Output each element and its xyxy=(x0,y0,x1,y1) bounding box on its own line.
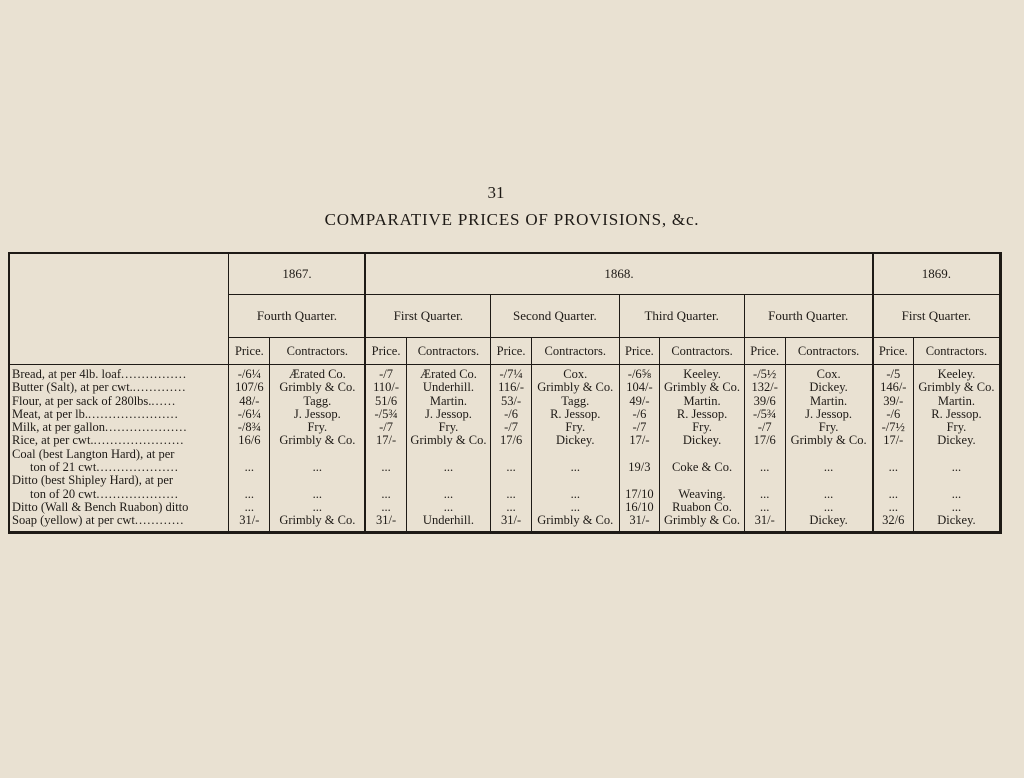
price-cell: ... xyxy=(888,460,898,475)
price-cell xyxy=(745,448,785,461)
items-column xyxy=(10,365,229,531)
contractor-cell: Fry. xyxy=(438,420,459,435)
price-cell: -/7½ xyxy=(881,420,905,435)
quarter-header: First Quarter. xyxy=(873,295,999,338)
price-cell: 19/3 xyxy=(628,460,651,475)
contractor-cell: ... xyxy=(443,486,454,501)
contractor-cell: Tagg. xyxy=(561,393,590,408)
quarter-header: First Quarter. xyxy=(365,295,490,338)
contractor-cell: Coke & Co. xyxy=(672,460,733,475)
quarter-header: Fourth Quarter. xyxy=(229,295,365,338)
price-cell: ... xyxy=(381,460,391,475)
contractor-cell xyxy=(660,474,744,487)
contractor-cell: Grimbly & Co. xyxy=(918,380,995,395)
price-cell: -/5¾ xyxy=(374,406,398,421)
price-cell: 17/- xyxy=(629,433,650,448)
price-cell: 17/6 xyxy=(499,433,523,448)
contractor-cell: ... xyxy=(443,499,454,514)
quarter-header: Second Quarter. xyxy=(491,295,619,338)
price-cell: -/7¼ xyxy=(499,367,523,381)
price-cell: -/6 xyxy=(886,406,901,421)
contractor-cell: Dickey. xyxy=(809,380,848,395)
contractor-cell: Fry. xyxy=(307,420,328,435)
price-cell: ... xyxy=(506,486,516,501)
contractor-cell: Ruabon Co. xyxy=(672,499,732,514)
price-column-header: Price. xyxy=(619,338,660,365)
price-cell: 53/- xyxy=(501,393,522,408)
contractor-cell: ... xyxy=(823,460,834,475)
price-cell: ... xyxy=(381,486,391,501)
item-label xyxy=(10,381,228,394)
table-row xyxy=(10,365,999,531)
price-cell: -/5½ xyxy=(753,367,777,381)
item-label xyxy=(10,474,228,487)
contractors-column-header: Contractors. xyxy=(785,338,873,365)
price-cell: 16/10 xyxy=(625,499,654,514)
contractor-cell: Grimbly & Co. xyxy=(537,380,614,395)
price-cell xyxy=(366,474,405,487)
contractor-cell: Dickey. xyxy=(937,513,976,528)
contractor-cell: Grimbly & Co. xyxy=(279,513,356,528)
item-text: Soap (yellow) at per cwt xyxy=(12,513,135,528)
price-cell xyxy=(874,474,913,487)
price-column xyxy=(365,365,406,531)
contractors-column-header: Contractors. xyxy=(913,338,999,365)
contractor-cell: R. Jessop. xyxy=(676,406,728,421)
price-cell: 51/6 xyxy=(374,393,398,408)
price-cell: 49/- xyxy=(629,393,650,408)
provisions-table-frame xyxy=(8,252,1002,534)
price-cell: 31/- xyxy=(754,513,775,528)
contractor-cell: Ærated Co. xyxy=(288,367,346,381)
contractor-cell: R. Jessop. xyxy=(550,406,601,421)
contractor-cell: J. Jessop. xyxy=(425,406,472,421)
contractor-cell: R. Jessop. xyxy=(931,406,982,421)
price-cell: 17/6 xyxy=(753,433,776,448)
dot-leader: ...... xyxy=(151,393,177,408)
item-label xyxy=(10,368,228,381)
item-text: Butter (Salt), at per cwt. xyxy=(12,380,133,395)
price-cell: 16/6 xyxy=(238,433,261,448)
contractor-cell xyxy=(407,474,491,487)
contractor-cell: ... xyxy=(823,499,834,514)
price-cell: 31/- xyxy=(239,513,260,528)
item-label xyxy=(10,421,228,434)
price-cell: 17/- xyxy=(376,433,397,448)
year-1868: 1868. xyxy=(365,254,872,295)
contractor-cell xyxy=(914,448,999,461)
page-title: COMPARATIVE PRICES OF PROVISIONS, &c. xyxy=(324,210,700,229)
dot-leader: ............ xyxy=(134,513,185,528)
price-cell: ... xyxy=(381,499,391,514)
contractor-cell: Ærated Co. xyxy=(419,367,477,381)
contractors-column xyxy=(270,365,366,531)
contractor-cell: Underhill. xyxy=(422,513,474,528)
price-cell: -/6¼ xyxy=(237,367,261,381)
contractors-column-header: Contractors. xyxy=(660,338,745,365)
price-cell: ... xyxy=(244,460,255,475)
item-text: ton of 20 cwt xyxy=(30,486,97,501)
price-cell: 31/- xyxy=(629,513,650,528)
contractor-cell: J. Jessop. xyxy=(805,406,853,421)
price-cell: 116/- xyxy=(498,380,525,395)
contractor-cell: Grimbly & Co. xyxy=(279,380,356,395)
contractor-cell: ... xyxy=(570,499,580,514)
contractor-cell: Cox. xyxy=(563,367,588,381)
item-label xyxy=(10,395,228,408)
price-cell: -/7 xyxy=(379,420,394,435)
item-label xyxy=(10,461,228,474)
price-cell: 31/- xyxy=(376,513,397,528)
price-cell: 31/- xyxy=(501,513,522,528)
contractor-cell: Martin. xyxy=(810,393,848,408)
item-label xyxy=(10,434,228,447)
year-1867: 1867. xyxy=(229,254,365,295)
quarter-header: Third Quarter. xyxy=(619,295,744,338)
contractor-cell: Grimbly & Co. xyxy=(664,380,741,395)
dot-leader: ............. xyxy=(132,380,187,395)
contractor-cell: ... xyxy=(951,460,962,475)
price-cell: ... xyxy=(506,499,516,514)
price-cell: -/5 xyxy=(886,367,901,381)
price-cell: 17/- xyxy=(883,433,904,448)
contractor-cell: ... xyxy=(312,460,323,475)
price-cell xyxy=(491,448,531,461)
price-cell: -/7 xyxy=(757,420,772,435)
item-text: ton of 21 cwt xyxy=(30,460,97,475)
price-cell: ... xyxy=(506,460,516,475)
table-header xyxy=(10,254,999,365)
contractors-column-header: Contractors. xyxy=(270,338,366,365)
contractors-column xyxy=(785,365,873,531)
contractor-cell: Grimbly & Co. xyxy=(537,513,614,528)
item-label xyxy=(10,448,228,461)
price-column xyxy=(491,365,532,531)
item-label xyxy=(10,488,228,501)
contractor-cell: Grimbly & Co. xyxy=(279,433,356,448)
price-cell: -/7 xyxy=(379,367,394,381)
price-cell xyxy=(229,448,269,461)
dot-leader: .................... xyxy=(96,460,179,475)
item-label xyxy=(10,408,228,421)
item-text: Rice, at per cwt. xyxy=(12,433,94,448)
price-cell: ... xyxy=(759,460,770,475)
dot-leader: ................ xyxy=(120,367,187,381)
contractor-cell: ... xyxy=(570,486,580,501)
dot-leader: .................... xyxy=(105,420,188,435)
contractor-cell: Tagg. xyxy=(303,393,332,408)
contractors-column-header: Contractors. xyxy=(406,338,491,365)
dot-leader: ...................... xyxy=(93,433,185,448)
contractor-cell: ... xyxy=(570,460,580,475)
price-column xyxy=(744,365,785,531)
contractor-cell xyxy=(270,448,364,461)
item-text: Bread, at per 4lb. loaf xyxy=(12,367,121,381)
contractor-cell: Martin. xyxy=(429,393,468,408)
price-cell: 48/- xyxy=(239,393,260,408)
price-column-header: Price. xyxy=(744,338,785,365)
price-cell: 110/- xyxy=(373,380,400,395)
contractor-cell: Weaving. xyxy=(678,486,726,501)
contractor-cell xyxy=(786,448,872,461)
year-header-row xyxy=(10,254,999,295)
contractor-cell: Dickey. xyxy=(682,433,722,448)
contractor-cell: Keeley. xyxy=(683,367,721,381)
contractor-cell: Martin. xyxy=(683,393,721,408)
price-cell: ... xyxy=(244,499,255,514)
price-cell: 39/- xyxy=(883,393,904,408)
price-cell: ... xyxy=(759,486,770,501)
price-cell: -/6 xyxy=(632,406,647,421)
item-text: Coal (best Langton Hard), at per xyxy=(12,446,175,461)
price-cell: 17/10 xyxy=(625,486,654,501)
price-cell: ... xyxy=(888,499,898,514)
item-text: Milk, at per gallon xyxy=(12,420,106,435)
item-text: Ditto (best Shipley Hard), at per xyxy=(12,473,174,488)
price-cell: 104/- xyxy=(626,380,653,395)
contractors-column-header: Contractors. xyxy=(531,338,619,365)
price-cell: ... xyxy=(244,486,255,501)
price-cell: 32/6 xyxy=(882,513,905,528)
price-column-header: Price. xyxy=(491,338,532,365)
header-corner xyxy=(10,254,229,365)
contractor-cell: ... xyxy=(951,486,962,501)
price-column xyxy=(229,365,270,531)
price-column xyxy=(873,365,914,531)
item-label xyxy=(10,514,228,527)
price-column-header: Price. xyxy=(365,338,406,365)
contractor-cell: Grimbly & Co. xyxy=(664,513,741,528)
contractor-cell: ... xyxy=(312,486,323,501)
contractor-cell: J. Jessop. xyxy=(293,406,341,421)
price-cell: -/7 xyxy=(632,420,647,435)
price-cell: -/6¼ xyxy=(237,406,261,421)
year-1869: 1869. xyxy=(873,254,999,295)
item-label xyxy=(10,501,228,514)
contractor-cell: Fry. xyxy=(565,420,586,435)
contractor-cell: Cox. xyxy=(816,367,841,381)
price-column xyxy=(619,365,660,531)
contractor-cell xyxy=(532,448,619,461)
price-cell xyxy=(229,474,269,487)
contractors-column xyxy=(531,365,619,531)
price-column-header: Price. xyxy=(873,338,914,365)
page-number: 31 xyxy=(487,183,505,202)
dot-leader: ...................... xyxy=(88,406,179,421)
contractor-cell: Fry. xyxy=(818,420,839,435)
price-cell: 39/6 xyxy=(753,393,776,408)
contractor-cell: Dickey. xyxy=(556,433,595,448)
item-text: Flour, at per sack of 280lbs. xyxy=(12,393,152,408)
contractor-cell xyxy=(786,474,872,487)
contractor-cell xyxy=(532,474,619,487)
contractors-column xyxy=(660,365,745,531)
price-cell: 107/6 xyxy=(235,380,264,395)
contractor-cell: Underhill. xyxy=(422,380,474,395)
contractor-cell: Martin. xyxy=(937,393,976,408)
contractor-cell xyxy=(270,474,364,487)
contractor-cell: Grimbly & Co. xyxy=(410,433,487,448)
contractors-column xyxy=(913,365,999,531)
price-cell: 146/- xyxy=(880,380,907,395)
price-cell xyxy=(874,448,913,461)
item-text: Ditto (Wall & Bench Ruabon) ditto xyxy=(12,499,189,514)
contractor-cell: Fry. xyxy=(692,420,712,435)
contractor-cell xyxy=(660,448,744,461)
contractor-cell: Fry. xyxy=(946,420,967,435)
price-cell: ... xyxy=(759,499,770,514)
price-cell: -/8¾ xyxy=(237,420,261,435)
contractor-cell: Dickey. xyxy=(937,433,976,448)
price-cell: 132/- xyxy=(751,380,778,395)
price-cell: -/6 xyxy=(504,406,519,421)
contractors-column xyxy=(406,365,491,531)
price-cell xyxy=(745,474,785,487)
contractor-cell: ... xyxy=(823,486,834,501)
contractor-cell xyxy=(914,474,999,487)
price-cell: -/7 xyxy=(504,420,519,435)
table-body xyxy=(10,365,999,531)
contractor-cell xyxy=(407,448,491,461)
price-cell xyxy=(491,474,531,487)
contractor-cell: Keeley. xyxy=(937,367,976,381)
price-cell xyxy=(366,448,405,461)
contractor-cell: Grimbly & Co. xyxy=(790,433,867,448)
price-column-header: Price. xyxy=(229,338,270,365)
item-text: Meat, at per lb. xyxy=(12,406,89,421)
price-cell: -/6⅝ xyxy=(627,367,652,381)
price-cell xyxy=(620,448,660,461)
quarter-header: Fourth Quarter. xyxy=(744,295,872,338)
contractor-cell: ... xyxy=(312,499,323,514)
price-cell: ... xyxy=(888,486,898,501)
dot-leader: .................... xyxy=(96,486,179,501)
price-cell: -/5¾ xyxy=(753,406,777,421)
provisions-table xyxy=(10,254,999,531)
contractor-cell: Dickey. xyxy=(809,513,848,528)
price-cell xyxy=(620,474,660,487)
contractor-cell: ... xyxy=(951,499,962,514)
contractor-cell: ... xyxy=(443,460,454,475)
